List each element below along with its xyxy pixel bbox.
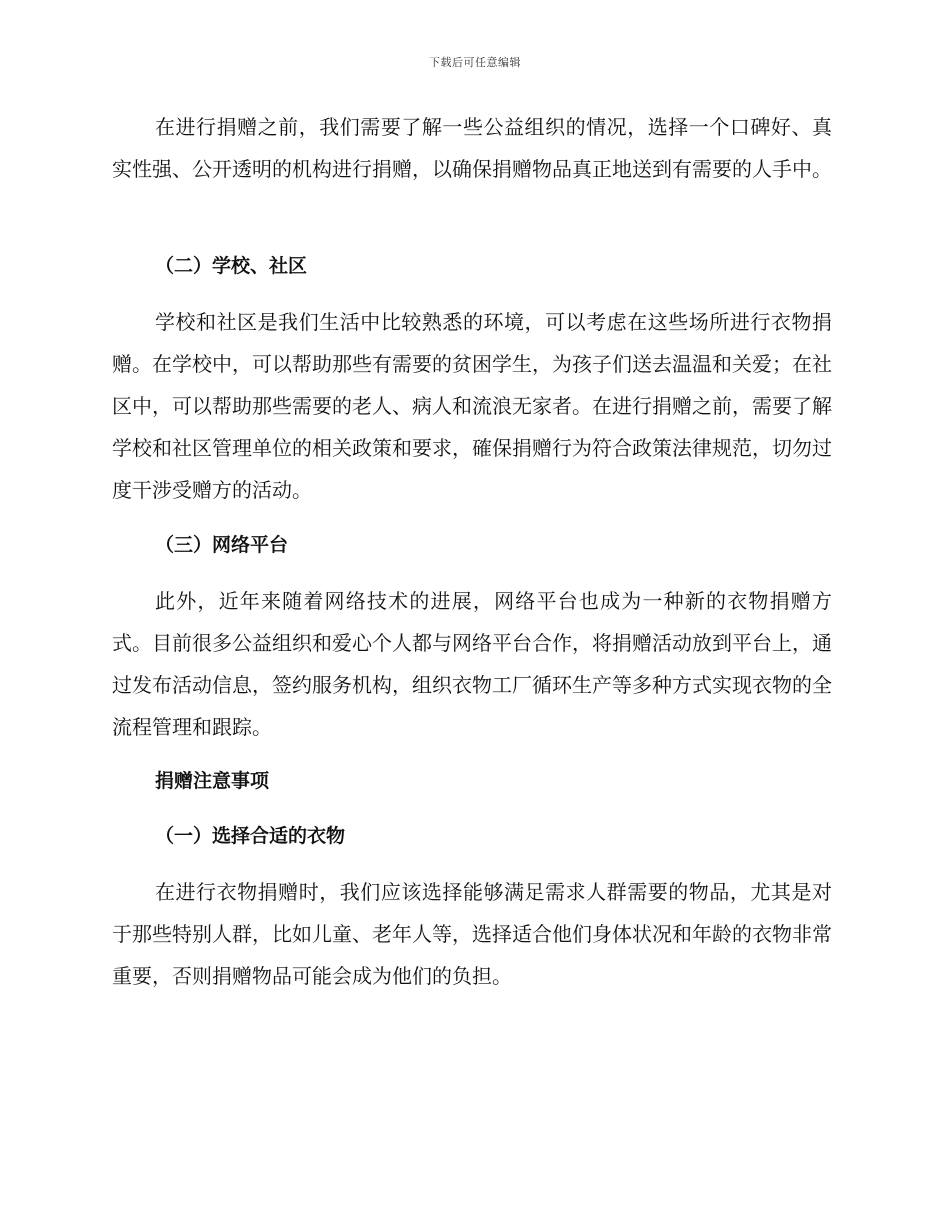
paragraph-text: 学校和社区是我们生活中比较熟悉的环境，可以考虑在这些场所进行衣物捐赠。在学校中，可以帮助那些有需要的贫困学生，为孩子们送去温温和关爱；在社区中，可以帮助那些需要的老人、病人和流浪无家者。在进行捐赠之前，需要了解学校和社区管理单位的相关政策和要求，確保捐赠行为符合政策法律规范，切勿过度干涉受赠方的活动。 [112, 310, 832, 502]
paragraph-text: 在进行捐赠之前，我们需要了解一些公益组织的情况，选择一个口碑好、真实性强、公开透明的机构进行捐赠，以确保捐赠物品真正地送到有需要的人手中。 [112, 115, 832, 181]
heading-online-platforms [112, 524, 832, 566]
paragraph-choose-suitable-clothes [112, 871, 832, 997]
section-heading: （三）网络平台 [155, 534, 289, 556]
paragraph-organization-selection [112, 106, 832, 190]
section-title: 捐赠注意事项 [155, 770, 270, 792]
paragraph-schools-communities [112, 301, 832, 511]
section-heading: （一）选择合适的衣物 [155, 825, 346, 847]
paragraph-text: 在进行衣物捐赠时，我们应该选择能够满足需求人群需要的物品，尤其是对于那些特别人群，比如儿童、老年人等，选择适合他们身体状况和年龄的衣物非常重要，否则捐赠物品可能会成为他们的负担。 [112, 880, 832, 988]
heading-choose-suitable-clothes [112, 815, 832, 857]
paragraph-online-platforms [112, 580, 832, 748]
paragraph-text: 此外，近年来随着网络技术的进展，网络平台也成为一种新的衣物捐赠方式。目前很多公益组织和爱心个人都与网络平台合作，将捐赠活动放到平台上，通过发布活动信息，签约服务机构，组织衣物工厂循环生产等多种方式实现衣物的全流程管理和跟踪。 [112, 589, 832, 739]
heading-schools-communities [112, 245, 832, 287]
section-heading: （二）学校、社区 [155, 255, 308, 277]
page-header: 下载后可任意编辑 [429, 56, 521, 69]
section-title-donation-notes [112, 760, 832, 802]
